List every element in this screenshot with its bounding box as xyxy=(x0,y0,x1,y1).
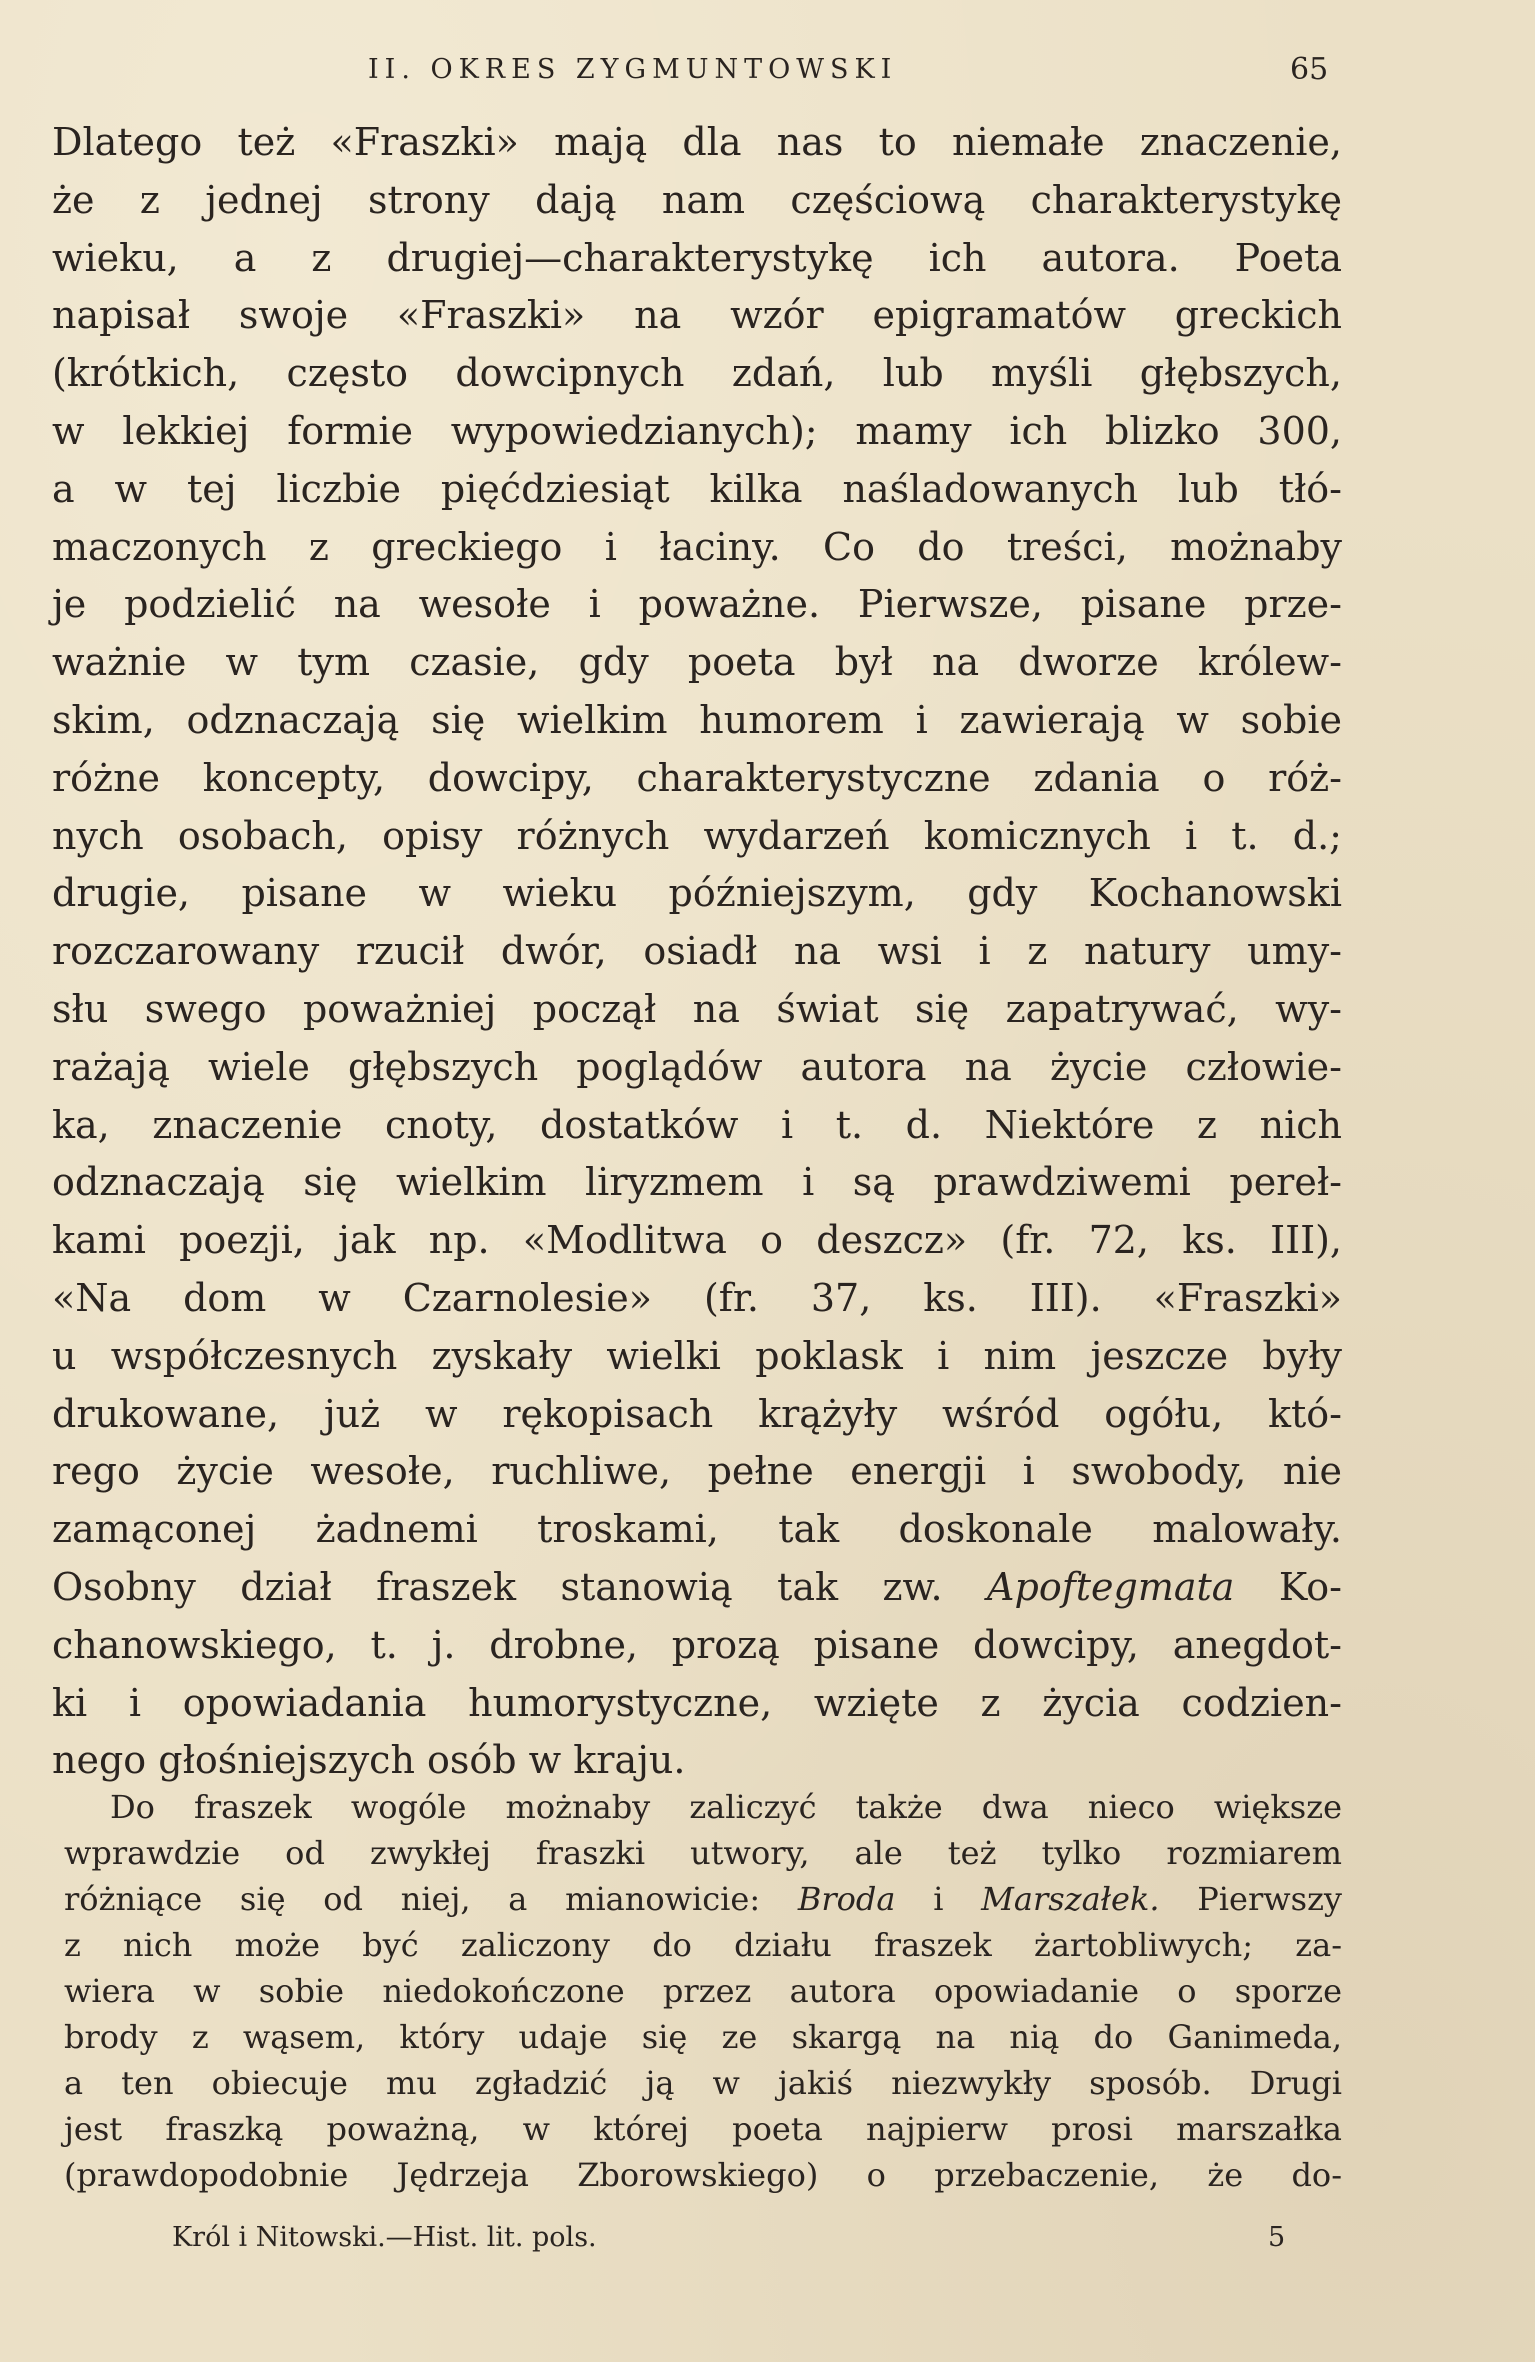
text-line: (krótkich, często dowcipnych zdań, lub myśli głębszych, xyxy=(52,351,1342,396)
text-line: ka, znaczenie cnoty, dostatków i t. d. Niektóre z nich xyxy=(52,1102,1342,1147)
page-header xyxy=(0,48,1535,92)
running-title: II. OKRES ZYGMUNTOWSKI xyxy=(368,54,898,85)
text-line: wprawdzie od zwykłej fraszki utwory, ale też tylko rozmiarem xyxy=(64,1834,1342,1872)
text-line: różne koncepty, dowcipy, charakterystyczne zdania o róż- xyxy=(52,755,1342,800)
text-line: rego życie wesołe, ruchliwe, pełne energji i swobody, nie xyxy=(52,1449,1342,1494)
italic-title: Broda xyxy=(797,1880,896,1918)
italic-title: Apoftegmata xyxy=(987,1564,1235,1609)
text-line: z nich może być zaliczony do działu fraszek żartobliwych; za- xyxy=(64,1926,1342,1964)
text-run: Osobny dział fraszek stanowią tak zw. xyxy=(52,1564,988,1609)
text-run: Pierwszy xyxy=(1159,1880,1342,1918)
text-line: je podzielić na wesołe i poważne. Pierwsze, pisane prze- xyxy=(52,582,1342,627)
text-line: drukowane, już w rękopisach krążyły wśród ogółu, któ- xyxy=(52,1391,1342,1436)
page-number: 65 xyxy=(1290,52,1329,87)
page-footer xyxy=(0,2218,1535,2258)
text-line xyxy=(64,1876,1342,1922)
text-line: a ten obiecuje mu zgładzić ją w jakiś niezwykły sposób. Drugi xyxy=(64,2064,1342,2102)
text-line: ki i opowiadania humorystyczne, wzięte z życia codzien- xyxy=(52,1680,1342,1725)
text-line: Do fraszek wogóle możnaby zaliczyć także dwa nieco większe xyxy=(110,1788,1342,1826)
text-line: maczonych z greckiego i łaciny. Co do treści, możnaby xyxy=(52,524,1342,569)
text-line: rażają wiele głębszych poglądów autora na życie człowie- xyxy=(52,1044,1342,1089)
text-line: drugie, pisane w wieku późniejszym, gdy Kochanowski xyxy=(52,871,1342,916)
text-line: u współczesnych zyskały wielki poklask i nim jeszcze były xyxy=(52,1333,1342,1378)
main-paragraph xyxy=(52,114,1342,1790)
text-line: wieku, a z drugiej—charakterystykę ich autora. Poeta xyxy=(52,235,1342,280)
text-run: Ko- xyxy=(1234,1564,1342,1609)
text-line: zamąconej żadnemi troskami, tak doskonale malowały. xyxy=(52,1507,1342,1552)
text-line: wiera w sobie niedokończone przez autora opowiadanie o sporze xyxy=(64,1972,1342,2010)
small-print-paragraph xyxy=(64,1784,1342,2198)
text-line: skim, odznaczają się wielkim humorem i zawierają w sobie xyxy=(52,697,1342,742)
text-line: napisał swoje «Fraszki» na wzór epigramatów greckich xyxy=(52,293,1342,338)
text-line: «Na dom w Czarnolesie» (fr. 37, ks. III). «Fraszki» xyxy=(52,1275,1342,1320)
text-line: chanowskiego, t. j. drobne, prozą pisane dowcipy, anegdot- xyxy=(52,1622,1342,1667)
text-run: różniące się od niej, a mianowicie: xyxy=(64,1880,798,1918)
printer-signature: Król i Nitowski.—Hist. lit. pols. xyxy=(172,2222,597,2253)
text-line: że z jednej strony dają nam częściową charakterystykę xyxy=(52,177,1342,222)
text-line: nych osobach, opisy różnych wydarzeń komicznych i t. d.; xyxy=(52,813,1342,858)
text-line: kami poezji, jak np. «Modlitwa o deszcz» (fr. 72, ks. III), xyxy=(52,1218,1342,1263)
text-line: ważnie w tym czasie, gdy poeta był na dworze królew- xyxy=(52,640,1342,685)
italic-title: Marszałek. xyxy=(981,1880,1160,1918)
text-line: (prawdopodobnie Jędrzeja Zborowskiego) o przebaczenie, że do- xyxy=(64,2156,1342,2194)
text-line: w lekkiej formie wypowiedzianych); mamy ich blizko 300, xyxy=(52,408,1342,453)
text-line: a w tej liczbie pięćdziesiąt kilka naśladowanych lub tłó- xyxy=(52,466,1342,511)
text-line: brody z wąsem, który udaje się ze skargą na nią do Ganimeda, xyxy=(64,2018,1342,2056)
text-line: nego głośniejszych osób w kraju. xyxy=(52,1738,686,1783)
text-line xyxy=(52,1559,1342,1617)
text-run: i xyxy=(895,1880,982,1918)
text-line: odznaczają się wielkim liryzmem i są prawdziwemi pereł- xyxy=(52,1160,1342,1205)
text-line: jest fraszką poważną, w której poeta najpierw prosi marszałka xyxy=(64,2110,1342,2148)
text-line: słu swego poważniej począł na świat się zapatrywać, wy- xyxy=(52,986,1342,1031)
sheet-number: 5 xyxy=(1268,2222,1286,2253)
text-line: rozczarowany rzucił dwór, osiadł na wsi i z natury umy- xyxy=(52,929,1342,974)
text-line: Dlatego też «Fraszki» mają dla nas to niemałe znaczenie, xyxy=(52,120,1342,164)
